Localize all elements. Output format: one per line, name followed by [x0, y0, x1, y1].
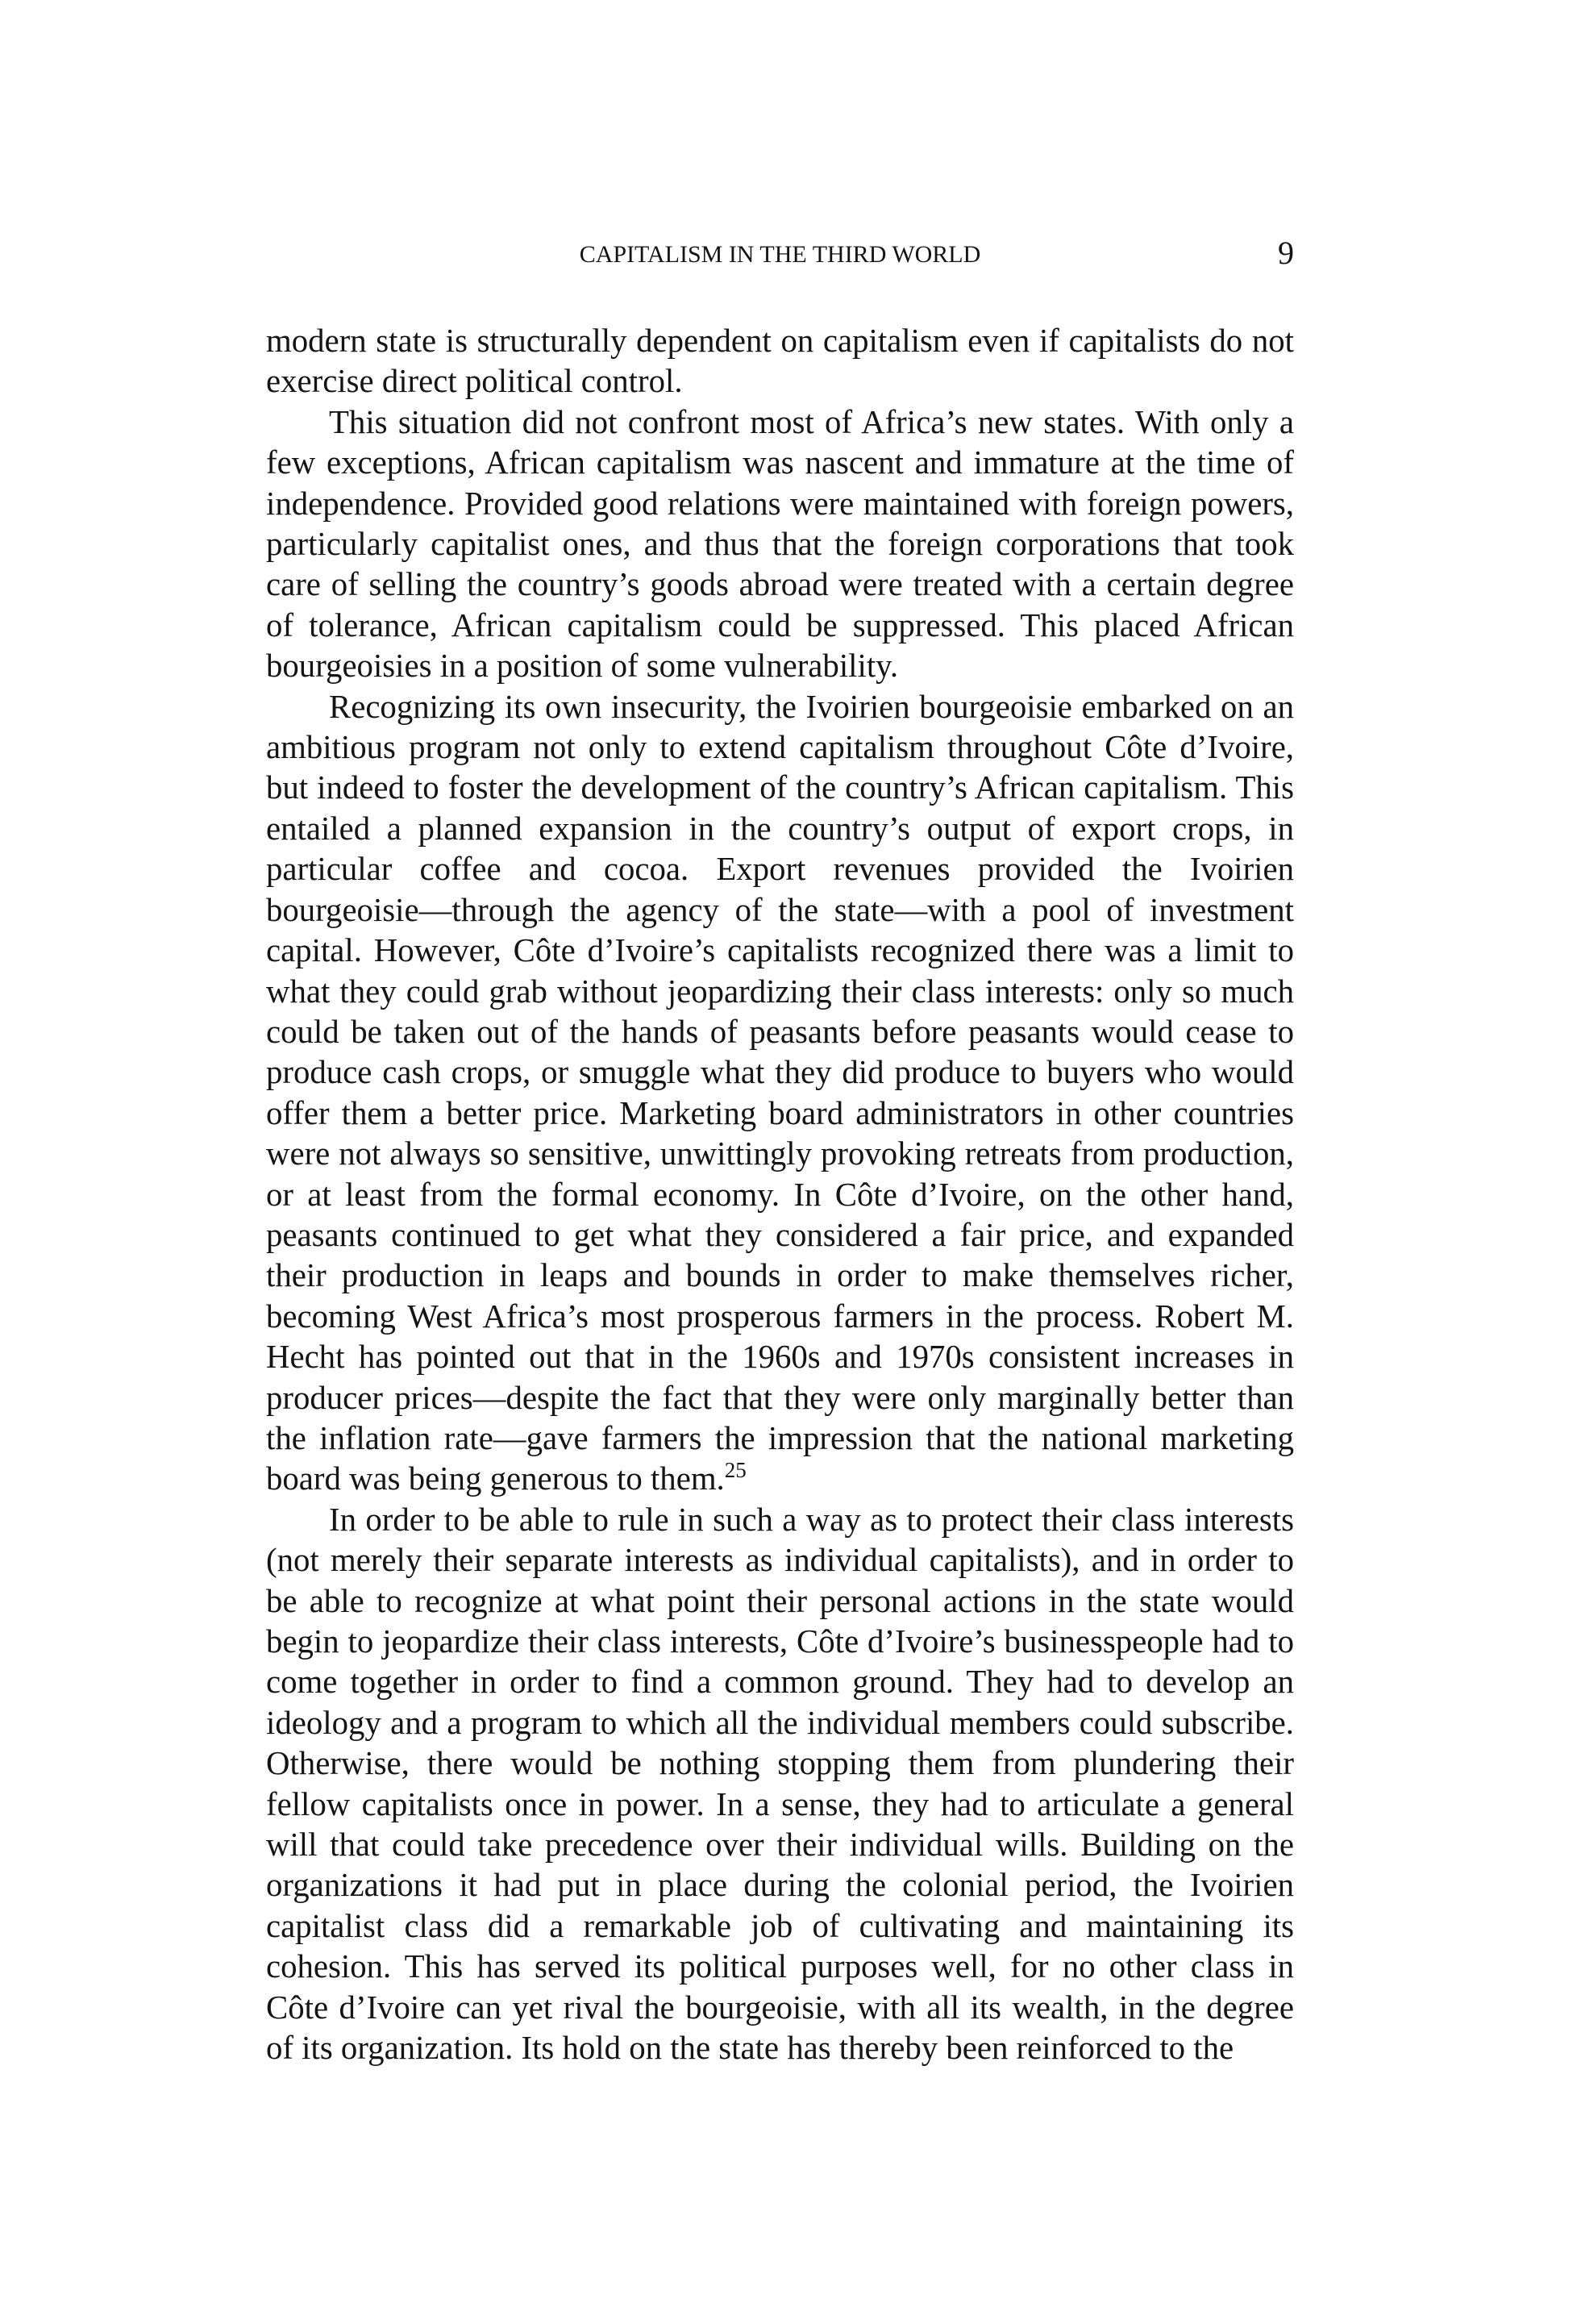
- paragraph-text: modern state is structurally dependent on capitalism even if capitalists do not exercise direct political control.: [266, 323, 1294, 400]
- running-head: [266, 235, 1294, 276]
- paragraph: [266, 687, 1294, 1500]
- running-title: CAPITALISM IN THE THIRD WORLD: [579, 241, 981, 268]
- page-number: 9: [1278, 235, 1294, 271]
- paragraph: [266, 1500, 1294, 2069]
- footnote-reference: 25: [724, 1458, 747, 1483]
- paragraph: [266, 402, 1294, 687]
- paragraph-text: Recognizing its own insecurity, the Ivoirien bourgeoisie embarked on an ambitious program not only to extend capitalism throughout Côte d’Ivoire, but indeed to foster the development of the country’s African capitalism. This entailed a planned expansion in the country’s output of export crops, in particular coffee and cocoa. Export revenues provided the Ivoirien bourgeoisie—through the agency of the state—with a pool of investment capital. However, Côte d’Ivoire’s capitalists recognized there was a limit to what they could grab without jeopardizing their class interests: only so much could be taken out of the hands of peasants before peasants would cease to produce cash crops, or smuggle what they did produce to buyers who would offer them a better price. Marketing board administrators in other countries were not always so sensitive, unwittingly provoking retreats from production, or at least from the formal economy. In Côte d’Ivoire, on the other hand, peasants continued to get what they considered a fair price, and expanded their production in leaps and bounds in order to make themselves richer, becoming West Africa’s most prosperous farmers in the process. Robert M. Hecht has pointed out that in the 1960s and 1970s consistent increases in producer prices—despite the fact that they were only marginally better than the inflation rate—gave farmers the impression that the national marketing board was being generous to them.: [266, 688, 1294, 1497]
- paragraph-text: In order to be able to rule in such a way as to protect their class interests (not merely their separate interests as individual capitalists), and in order to be able to recognize at what point their personal actions in the state would begin to jeopardize their class interests, Côte d’Ivoire’s businesspeople had to come together in order to find a common ground. They had to develop an ideology and a program to which all the individual members could subscribe. Otherwise, there would be nothing stopping them from plundering their fellow capitalists once in power. In a sense, they had to articulate a general will that could take precedence over their individual wills. Building on the organizations it had put in place during the colonial period, the Ivoirien capitalist class did a remarkable job of cultivating and maintaining its cohesion. This has served its political purposes well, for no other class in Côte d’Ivoire can yet rival the bourgeoisie, with all its wealth, in the degree of its organization. Its hold on the state has thereby been reinforced to the: [266, 1501, 1294, 2067]
- body-text: [266, 321, 1294, 2068]
- paragraph-continuation: [266, 321, 1294, 402]
- paragraph-text: This situation did not confront most of Africa’s new states. With only a few exceptions, African capitalism was nascent and immature at the time of independence. Provided good relations were maintained with foreign powers, particularly capitalist ones, and thus that the foreign corporations that took care of selling the country’s goods abroad were treated with a certain degree of tolerance, African capitalism could be suppressed. This placed African bourgeoisies in a position of some vulnerability.: [266, 403, 1294, 685]
